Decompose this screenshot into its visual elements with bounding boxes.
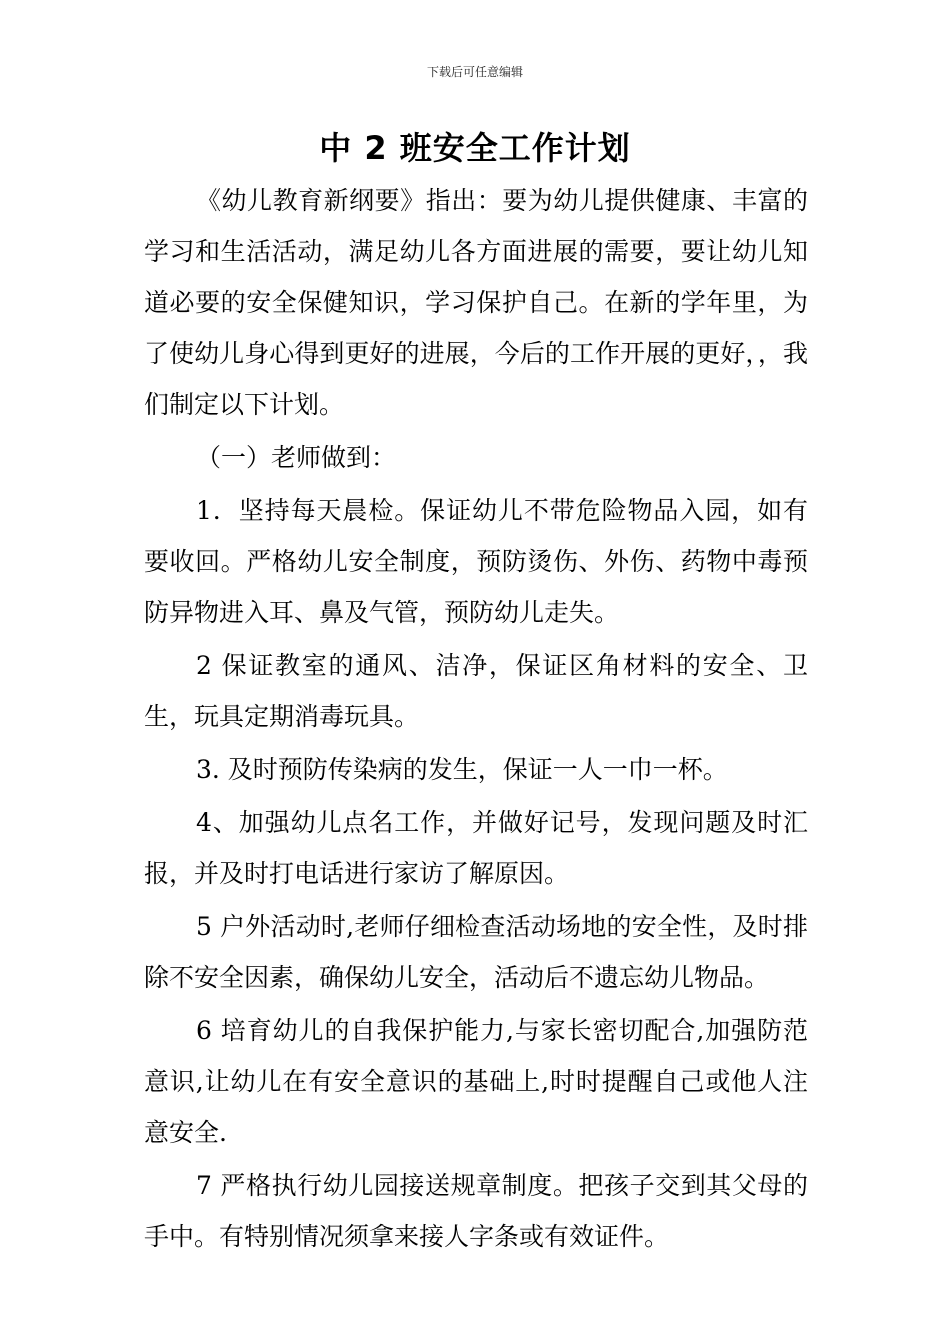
list-item-6: 6 培育幼儿的自我保护能力,与家长密切配合,加强防范意识,让幼儿在有安全意识的基础上,时时提醒自己或他人注意安全. [144, 1016, 808, 1147]
paragraph-intro: 《幼儿教育新纲要》指出：要为幼儿提供健康、丰富的学习和生活活动，满足幼儿各方面进展的需要，要让幼儿知道必要的安全保健知识，学习保护自己。在新的学年里，为了使幼儿身心得到更好的进展，今后的工作开展的更好，，我们制定以下计划。 [144, 186, 808, 419]
list-item-2: 2 保证教室的通风、洁净，保证区角材料的安全、卫生，玩具定期消毒玩具。 [144, 651, 808, 731]
list-item-4: 4、加强幼儿点名工作，并做好记号，发现问题及时汇报，并及时打电话进行家访了解原因。 [144, 808, 808, 888]
header-note: 下载后可任意编辑 [426, 65, 523, 79]
list-item-1: 1．坚持每天晨检。保证幼儿不带危险物品入园，如有要收回。严格幼儿安全制度，预防烫伤、外伤、药物中毒预防异物进入耳、鼻及气管，预防幼儿走失。 [144, 496, 808, 627]
section-heading-teacher: （一）老师做到： [196, 443, 397, 472]
list-item-5: 5 户外活动时,老师仔细检查活动场地的安全性，及时排除不安全因素，确保幼儿安全，活动后不遗忘幼儿物品。 [144, 912, 808, 992]
list-item-7: 7 严格执行幼儿园接送规章制度。把孩子交到其父母的手中。有特别情况须拿来接人字条或有效证件。 [144, 1171, 808, 1251]
document-title: 中 2 班安全工作计划 [319, 129, 631, 167]
document-body [144, 175, 808, 1264]
list-item-3: 3. 及时预防传染病的发生，保证一人一巾一杯。 [196, 755, 728, 784]
